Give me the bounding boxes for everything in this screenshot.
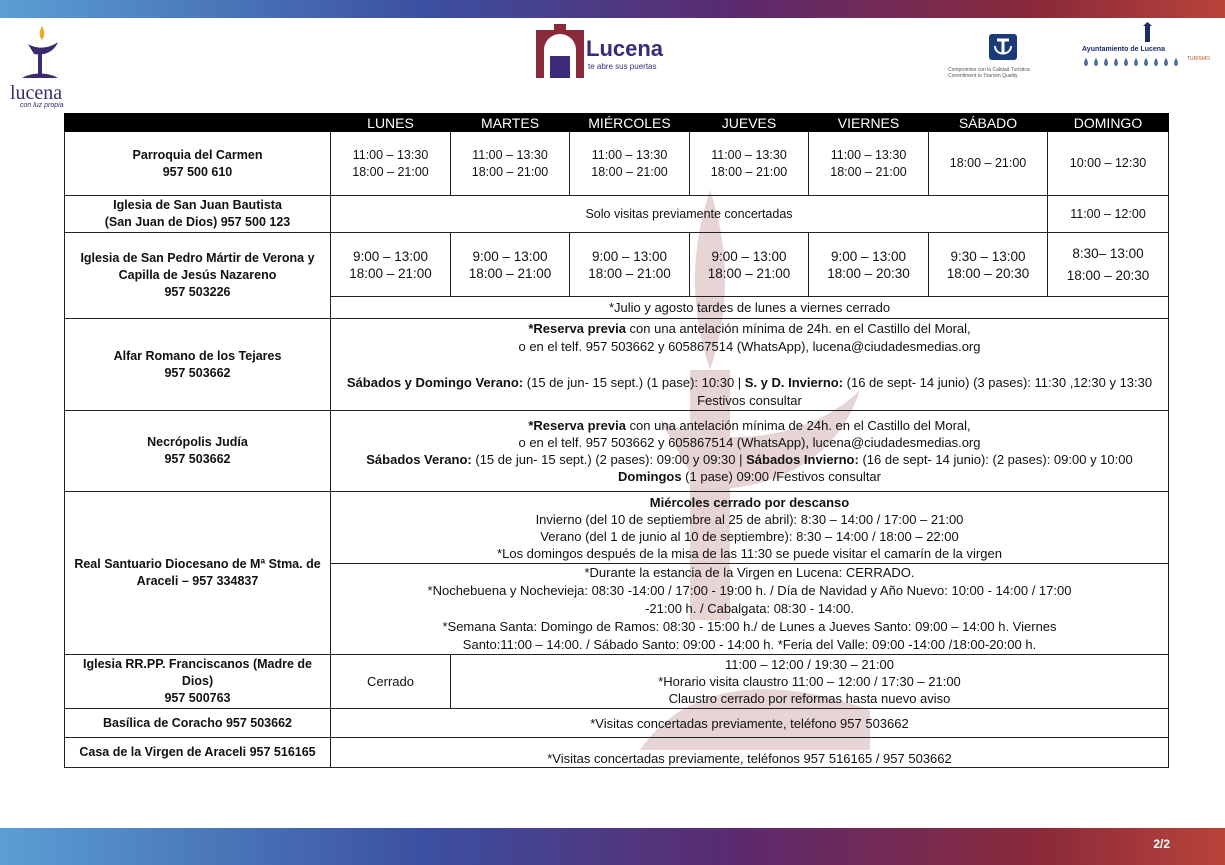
schedule-detail: *Reserva previa con una antelación mínima de 24h. en el Castillo del Moral, o en el telf. 957 503662 y 605867514 (WhatsApp), lucena@ciudadesmedias.org Sábados Verano: (15 de jun- 15 sept.) (2 pases): 09:00 y 09:30 | Sábados Invierno: (16 de sept- 14 junio): (2 pases): 09:00 y 10:00 Domingos (1 pase) 09:00 /Festivos consultar <box>331 411 1169 492</box>
logo-title: Lucena <box>586 36 664 61</box>
page-number: 2/2 <box>1153 837 1170 851</box>
header-corner <box>65 114 331 132</box>
place-name: Iglesia RR.PP. Franciscanos (Madre de Dios) 957 500763 <box>65 655 331 709</box>
day-header: JUEVES <box>690 114 809 132</box>
day-header: MIÉRCOLES <box>570 114 690 132</box>
quality-text-en: Commitment to Tourism Quality <box>948 73 1018 79</box>
ayuntamiento-logo <box>1080 22 1220 72</box>
lucena-con-luz-propia-logo <box>8 22 68 109</box>
schedule-cell: 9:30 – 13:00 18:00 – 20:30 <box>929 233 1048 297</box>
tourism-quality-logo <box>948 32 1058 80</box>
schedule-cell: 18:00 – 21:00 <box>929 132 1048 196</box>
table-row <box>65 655 1169 709</box>
schedule-cell: 8:30– 13:00 18:00 – 20:30 <box>1048 233 1169 297</box>
quality-q-icon <box>948 32 1058 66</box>
table-row <box>65 411 1169 492</box>
arch-icon <box>534 22 586 80</box>
place-name: Necrópolis Judía 957 503662 <box>65 411 331 492</box>
bottom-color-bar <box>0 828 1225 865</box>
table-row <box>65 233 1169 297</box>
table-row <box>65 709 1169 738</box>
schedule-cell: 11:00 – 13:30 18:00 – 21:00 <box>690 132 809 196</box>
schedule-detail: *Reserva previa con una antelación mínima de 24h. en el Castillo del Moral, o en el telf. 957 503662 y 605867514 (WhatsApp), lucena@ciudadesmedias.org Sábados y Domingo Verano: (15 de jun- 15 sept.) (1 pase): 10:30 | S. y D. Invierno: (16 de sept- 14 junio) (3 pases): 11:30 ,12:30 y 13:30 Festivos consultar <box>331 319 1169 411</box>
schedule-detail: Miércoles cerrado por descanso Invierno (del 10 de septiembre al 25 de abril): 8:30 – 14:00 / 17:00 – 21:00 Verano (del 1 de junio al 10 de septiembre): 8:30 – 14:00 / 18:00 – 22:00 *Los domingos después de la misa de las 11:30 se puede visitar el camarín de la virgen <box>331 492 1169 564</box>
schedule-cell: 9:00 – 13:00 18:00 – 21:00 <box>690 233 809 297</box>
schedule-cell: 11:00 – 13:30 18:00 – 21:00 <box>570 132 690 196</box>
place-name: Casa de la Virgen de Araceli 957 516165 <box>65 738 331 768</box>
tower-icon <box>1080 22 1220 46</box>
top-color-bar <box>0 0 1225 18</box>
day-header: LUNES <box>331 114 451 132</box>
logo-word: lucena <box>10 82 63 104</box>
table-row <box>65 319 1169 411</box>
day-header: MARTES <box>451 114 570 132</box>
place-name: Real Santuario Diocesano de Mª Stma. de Araceli – 957 334837 <box>65 492 331 655</box>
schedule-table <box>64 113 1169 768</box>
schedule-detail: *Durante la estancia de la Virgen en Lucena: CERRADO. *Nochebuena y Nochevieja: 08:30 -14:00 / 17:00 - 19:00 h. / Día de Navidad y Año Nuevo: 10:00 - 14:00 / 17:00 -21:00 h. / Cabalgata: 08:30 - 14:00. *Semana Santa: Domingo de Ramos: 08:30 - 15:00 h./ de Lunes a Jueves Santo: 09:00 – 14:00 h. Viernes Santo:11:00 – 14:00. / Sábado Santo: 09:00 - 14:00 h. *Feria del Valle: 09:00 -14:00 /18:00-20:00 h. <box>331 564 1169 655</box>
lamp-icon <box>8 22 68 84</box>
lucena-te-abre-sus-puertas-logo <box>534 22 664 82</box>
schedule-cell: 11:00 – 13:30 18:00 – 21:00 <box>331 132 451 196</box>
schedule-cell: 9:00 – 13:00 18:00 – 21:00 <box>451 233 570 297</box>
logo-subtitle: con luz propia <box>20 102 64 109</box>
ayuntamiento-name: Ayuntamiento de Lucena <box>1082 46 1165 53</box>
schedule-note: *Visitas concertadas previamente, teléfonos 957 516165 / 957 503662 <box>331 738 1169 768</box>
logo-slogan: te abre sus puertas <box>588 62 657 71</box>
schedule-cell: 11:00 – 13:30 18:00 – 21:00 <box>451 132 570 196</box>
day-header: SÁBADO <box>929 114 1048 132</box>
schedule-cell: 9:00 – 13:00 18:00 – 21:00 <box>570 233 690 297</box>
schedule-note: *Julio y agosto tardes de lunes a viernes cerrado <box>331 297 1169 319</box>
place-name: Alfar Romano de los Tejares 957 503662 <box>65 319 331 411</box>
schedule-cell: 9:00 – 13:00 18:00 – 21:00 <box>331 233 451 297</box>
tiles-icon <box>1082 56 1186 68</box>
quality-text-es: Compromiso con la Calidad Turística <box>948 67 1030 73</box>
turismo-label: TURISMO <box>1187 56 1211 62</box>
schedule-cell: Cerrado <box>331 655 451 709</box>
schedule-detail: 11:00 – 12:00 / 19:30 – 21:00 *Horario visita claustro 11:00 – 12:00 / 17:30 – 21:00 Claustro cerrado por reformas hasta nuevo aviso <box>451 655 1169 709</box>
day-header: DOMINGO <box>1048 114 1169 132</box>
table-row <box>65 738 1169 768</box>
schedule-cell: 10:00 – 12:30 <box>1048 132 1169 196</box>
table-row <box>65 492 1169 564</box>
place-name: Iglesia de San Juan Bautista (San Juan de Dios) 957 500 123 <box>65 196 331 233</box>
place-name: Basílica de Coracho 957 503662 <box>65 709 331 738</box>
schedule-cell: 9:00 – 13:00 18:00 – 20:30 <box>809 233 929 297</box>
place-name: Iglesia de San Pedro Mártir de Verona y Capilla de Jesús Nazareno 957 503226 <box>65 233 331 319</box>
schedule-note: Solo visitas previamente concertadas <box>331 196 1048 233</box>
day-header: VIERNES <box>809 114 929 132</box>
table-row <box>65 132 1169 196</box>
place-name: Parroquia del Carmen 957 500 610 <box>65 132 331 196</box>
days-header-row <box>65 114 1169 132</box>
schedule-cell: 11:00 – 13:30 18:00 – 21:00 <box>809 132 929 196</box>
table-row <box>65 196 1169 233</box>
schedule-cell: 11:00 – 12:00 <box>1048 196 1169 233</box>
schedule-note: *Visitas concertadas previamente, teléfono 957 503662 <box>331 709 1169 738</box>
